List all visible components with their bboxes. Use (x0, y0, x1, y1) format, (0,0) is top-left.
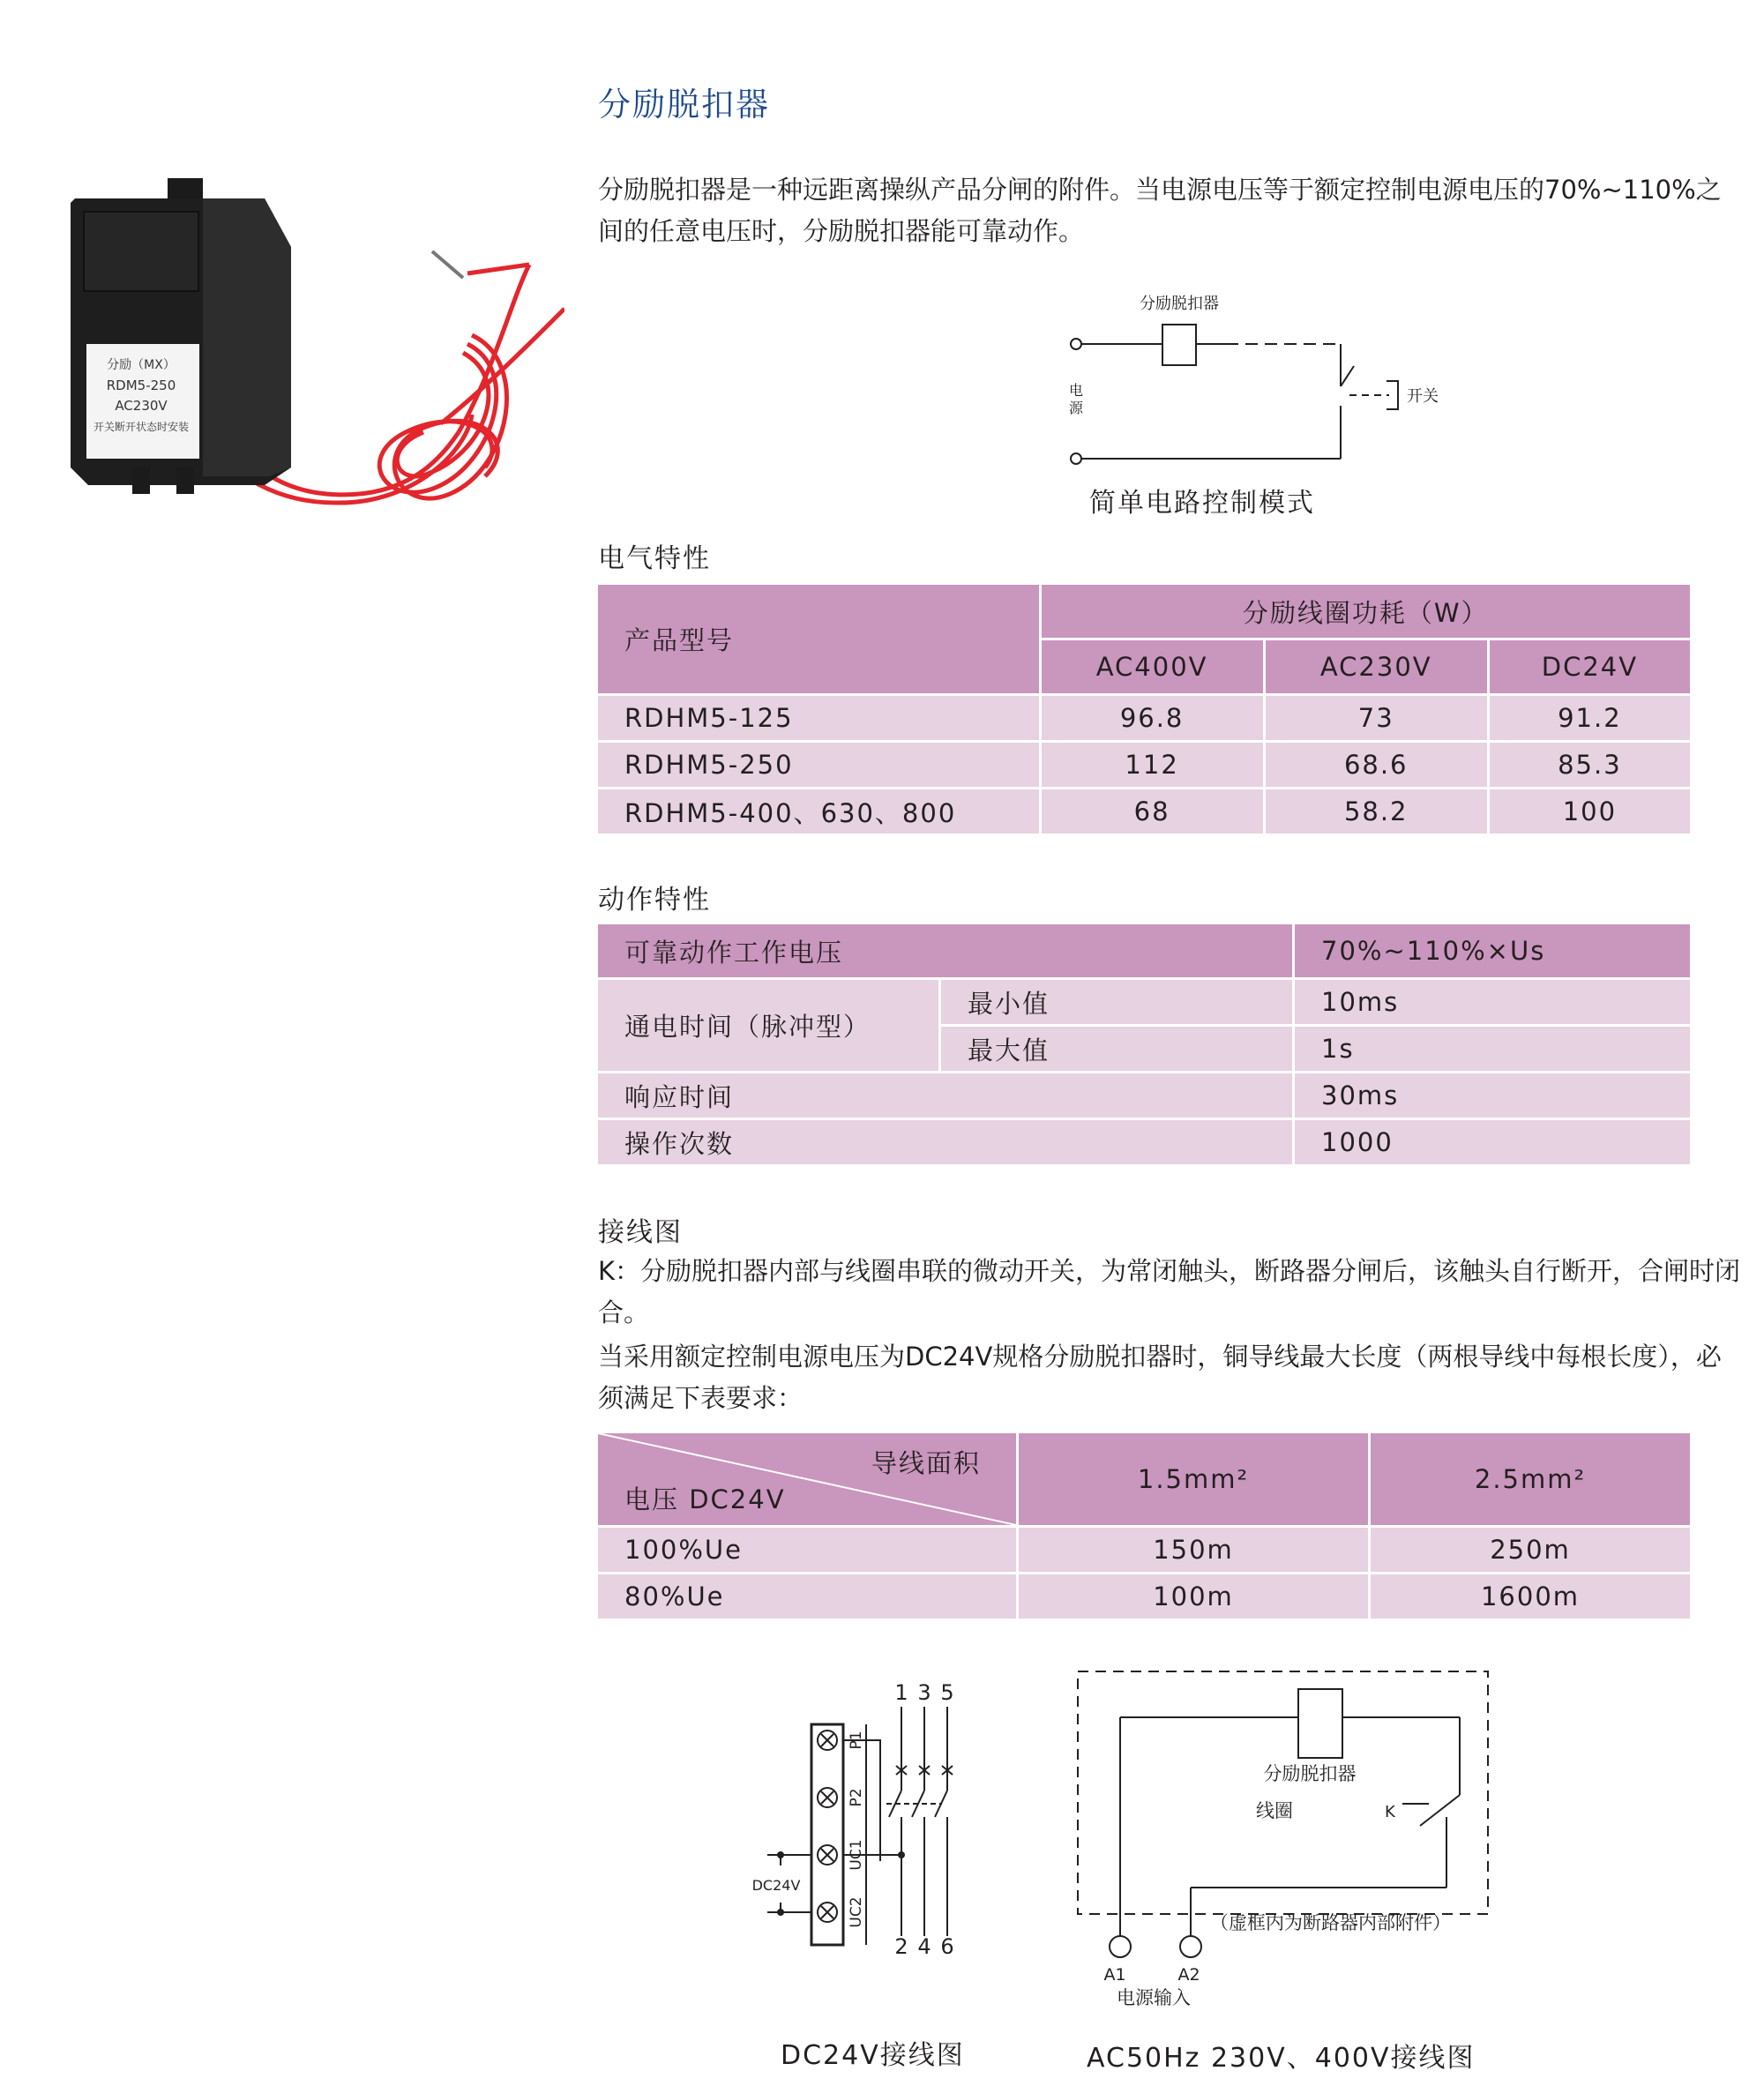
bottom-number: 4 (917, 1934, 931, 1959)
value-cell: 1600m (1371, 1574, 1690, 1619)
product-label-line1: 分励（MX） (107, 358, 176, 372)
dc24v-wiring-diagram (741, 1671, 988, 1971)
voltage-header-dc24: DC24V (1490, 640, 1690, 693)
top-number: 3 (917, 1680, 931, 1705)
breaker-boundary (1078, 1671, 1488, 1914)
row-label: 100%Ue (598, 1528, 1016, 1572)
ac-coil-label-1: 分励脱扣器 (1263, 1763, 1357, 1784)
reliable-voltage-value: 70%~110%×Us (1295, 924, 1690, 977)
max-value: 1s (1295, 1027, 1690, 1071)
ac50hz-caption: AC50Hz 230V、400V接线图 (1087, 2043, 1476, 2074)
ac50hz-wiring-diagram (1058, 1658, 1517, 2011)
value-cell: 112 (1042, 743, 1263, 787)
model-cell: RDHM5-125 (598, 696, 1039, 740)
max-label: 最大值 (941, 1027, 1292, 1071)
value-cell: 68 (1042, 789, 1263, 834)
power-label-1: 电 (1068, 382, 1084, 399)
response-time-value: 30ms (1295, 1073, 1690, 1118)
a2-label: A2 (1177, 1965, 1200, 1985)
dc24v-label: DC24V (751, 1877, 801, 1894)
row-label: 80%Ue (598, 1574, 1016, 1619)
value-cell: 250m (1371, 1528, 1690, 1572)
model-cell: RDHM5-250 (598, 743, 1039, 787)
value-cell: 91.2 (1490, 696, 1690, 740)
operations-value: 1000 (1295, 1120, 1690, 1164)
action-table (595, 922, 1693, 1167)
table-row (598, 1528, 1690, 1572)
top-number: 1 (894, 1680, 908, 1705)
table-row (598, 789, 1690, 834)
electrical-heading: 电气特性 (598, 543, 711, 574)
model-header: 产品型号 (598, 585, 1039, 693)
min-label: 最小值 (941, 980, 1292, 1024)
model-cell: RDHM5-400、630、800 (598, 789, 1039, 834)
value-cell: 68.6 (1266, 743, 1487, 787)
response-time-label: 响应时间 (598, 1073, 1292, 1118)
header-area: 导线面积 (871, 1448, 981, 1478)
simple-circuit-caption: 简单电路控制模式 (1089, 488, 1315, 519)
ac-note: （虚框内为断路器内部附件） (1210, 1912, 1451, 1933)
coil-label: 分励脱扣器 (1140, 295, 1219, 313)
terminal-screws (818, 1731, 837, 1922)
bottom-number: 2 (894, 1934, 908, 1959)
power-input-label: 电源输入 (1117, 1987, 1191, 2008)
switch-label: 开关 (1407, 387, 1439, 406)
value-cell: 96.8 (1042, 696, 1263, 740)
value-cell: 58.2 (1266, 789, 1487, 834)
table-row (598, 1574, 1690, 1619)
value-cell: 73 (1266, 696, 1487, 740)
wire-length-table (595, 1431, 1693, 1621)
wiring-note-k: K：分励脱扣器内部与线圈串联的微动开关，为常闭触头，断路器分闸后，该触头自行断开，合闸时闭合。 (598, 1256, 1741, 1327)
intro-text: 分励脱扣器是一种远距离操纵产品分闸的附件。当电源电压等于额定控制电源电压的70%~110%之间的任意电压时，分励脱扣器能可靠动作。 (598, 175, 1722, 246)
energize-time-label: 通电时间（脉冲型） (598, 980, 938, 1071)
header-voltage: 电压 DC24V (624, 1484, 786, 1514)
coil-symbol (1298, 1689, 1342, 1758)
wiring-heading: 接线图 (598, 1217, 683, 1248)
col-1-5mm: 1.5mm² (1019, 1433, 1368, 1525)
product-label-line3: AC230V (115, 398, 168, 414)
value-cell: 85.3 (1490, 743, 1690, 787)
col-2-5mm: 2.5mm² (1371, 1433, 1690, 1525)
voltage-header-ac400: AC400V (1042, 640, 1263, 693)
dc24v-caption: DC24V接线图 (781, 2040, 965, 2071)
power-header: 分励线圈功耗（W） (1042, 585, 1690, 638)
terminal-uc1: UC1 (848, 1839, 865, 1871)
terminal-p1: P1 (848, 1731, 865, 1750)
shunt-trip-product-image (71, 168, 564, 556)
bottom-number: 6 (940, 1934, 954, 1959)
top-number: 5 (940, 1680, 954, 1705)
table-row (598, 743, 1690, 787)
coil-symbol (1162, 325, 1196, 365)
reliable-voltage-label: 可靠动作工作电压 (598, 924, 1292, 977)
product-label-line4: 开关断开状态时安装 (93, 421, 190, 433)
value-cell: 100m (1019, 1574, 1368, 1619)
diagonal-header-cell (598, 1433, 1016, 1525)
action-heading: 动作特性 (598, 885, 711, 916)
k-label: K (1385, 1803, 1395, 1821)
operations-label: 操作次数 (598, 1120, 1292, 1164)
table-row (598, 696, 1690, 740)
page-title: 分励脱扣器 (598, 86, 770, 123)
voltage-header-ac230: AC230V (1266, 640, 1487, 693)
ac-coil-label-2: 线圈 (1256, 1800, 1293, 1821)
value-cell: 100 (1490, 789, 1690, 834)
min-value: 10ms (1295, 980, 1690, 1024)
value-cell: 150m (1019, 1528, 1368, 1572)
terminal-p2: P2 (848, 1788, 865, 1807)
product-label-line2: RDM5-250 (106, 378, 176, 393)
electrical-table (595, 582, 1693, 836)
power-label-2: 源 (1068, 400, 1084, 416)
wiring-note-dc: 当采用额定控制电源电压为DC24V规格分励脱扣器时，铜导线最大长度（两根导线中每根长度），必须满足下表要求： (598, 1342, 1722, 1413)
a1-label: A1 (1103, 1965, 1126, 1985)
terminal-uc2: UC2 (848, 1896, 865, 1928)
